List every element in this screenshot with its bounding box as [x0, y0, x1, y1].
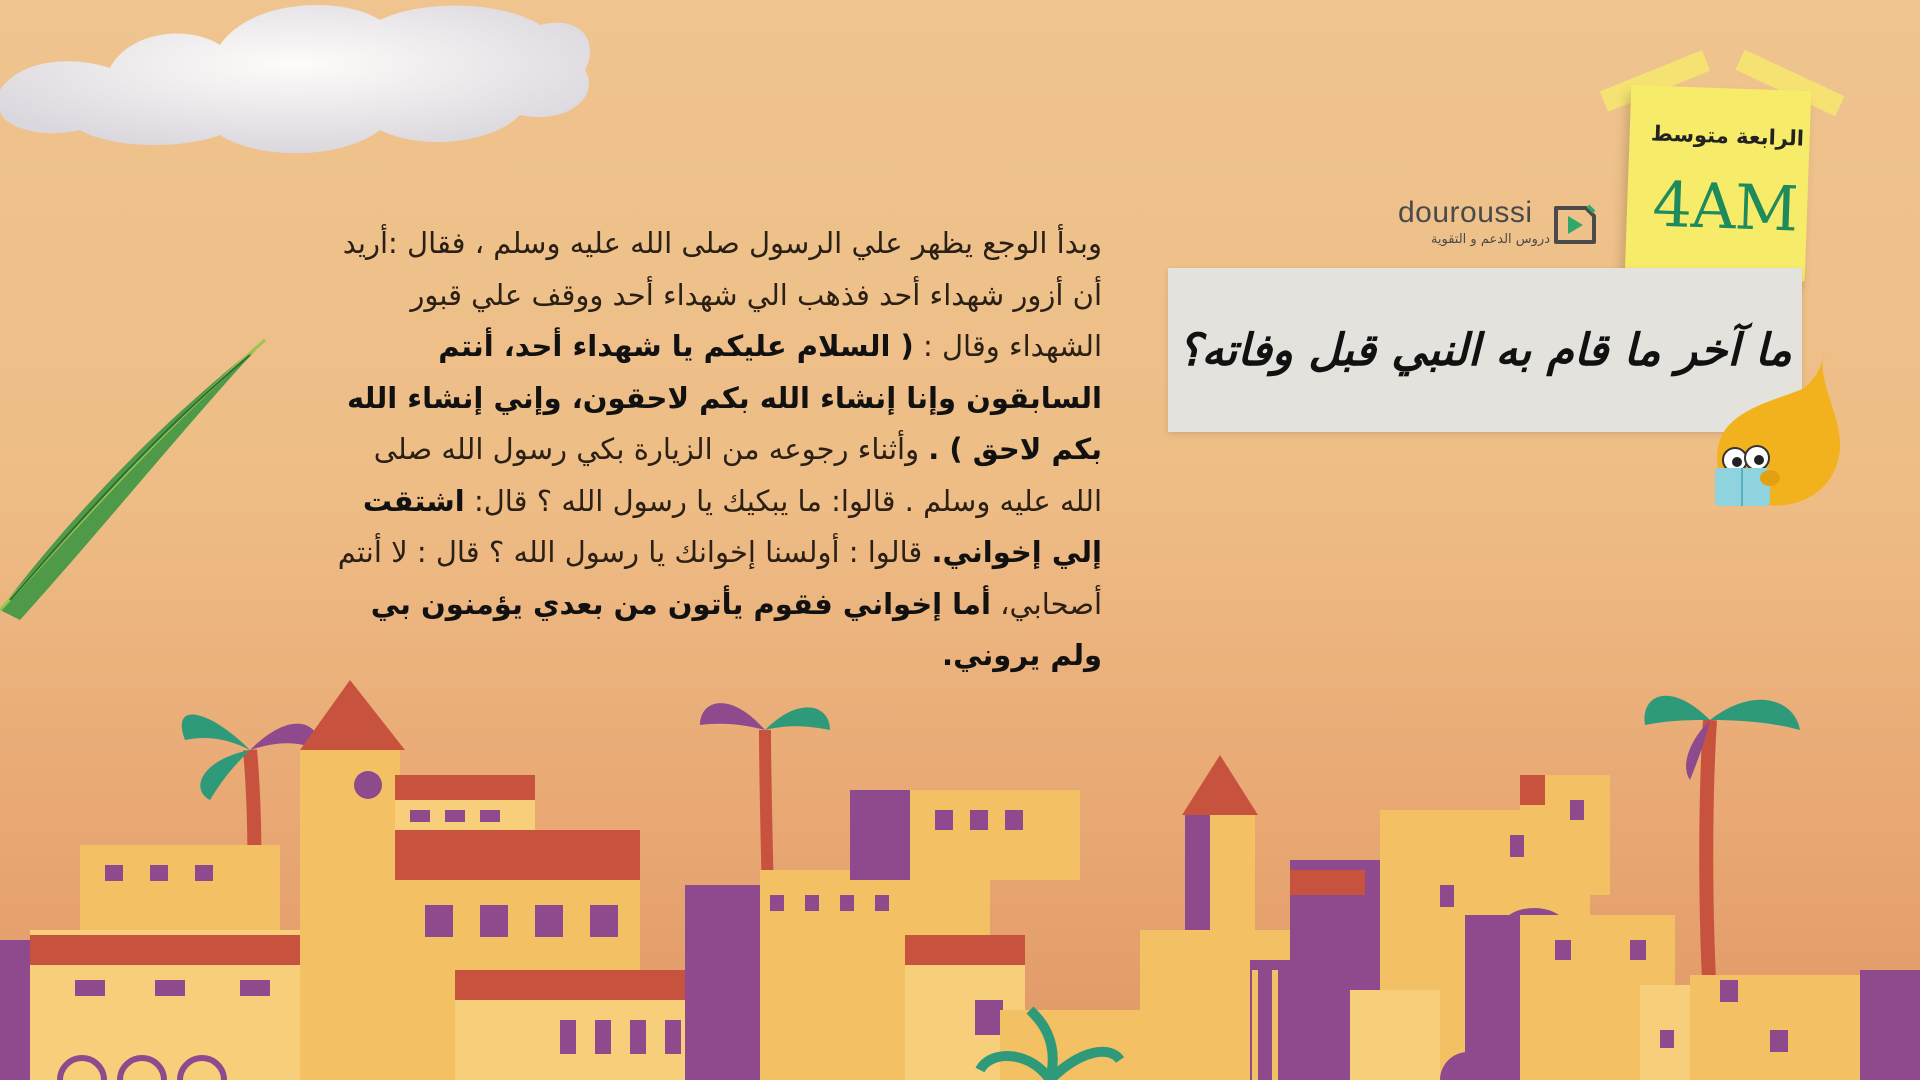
town-illustration: [0, 680, 1920, 1080]
passage-segment: وأثناء رجوعه من الزيارة بكي رسول الله صلى الله عليه وسلم . قالوا: ما يبكيك يا رسول الله ؟ قال:: [373, 432, 1102, 518]
palm-leaf-illustration: [0, 330, 270, 620]
cloud-illustration: [0, 0, 720, 170]
brand-name: douroussi: [1398, 196, 1533, 229]
question-title: ما آخر ما قام به النبي قبل وفاته؟: [1178, 324, 1792, 376]
passage-quote: ( السلام عليكم يا شهداء أحد، أنتم السابقون وإنا إنشاء الله بكم لاحقون، وإني إنشاء الله بكم لاحق ) .: [346, 329, 1102, 466]
passage-quote: أما إخواني فقوم يأتون من بعدي يؤمنون بي ولم يروني: [370, 586, 1102, 672]
play-icon: [1550, 202, 1598, 248]
reading-mascot: [1705, 350, 1845, 510]
passage-quote: اشتقت إلي إخواني.: [362, 483, 1102, 569]
grade-label: الرابعة متوسط: [1650, 121, 1805, 151]
passage-segment: وبدأ الوجع يظهر علي الرسول صلى الله عليه وسلم ، فقال :أريد أن أزور شهداء أحد فذهب الي شهداء أحد ووقف علي قبور الشهداء وقال :: [342, 226, 1102, 363]
passage-segment: قالوا : أولسنا إخوانك يا رسول الله ؟ قال : لا أنتم أصحابي،: [337, 535, 1102, 621]
grade-code: 4AM: [1651, 167, 1799, 246]
passage-text: [330, 218, 1102, 682]
passage-segment: .: [942, 638, 954, 672]
brand-tagline: دروس الدعم و التقوية: [1430, 232, 1550, 247]
